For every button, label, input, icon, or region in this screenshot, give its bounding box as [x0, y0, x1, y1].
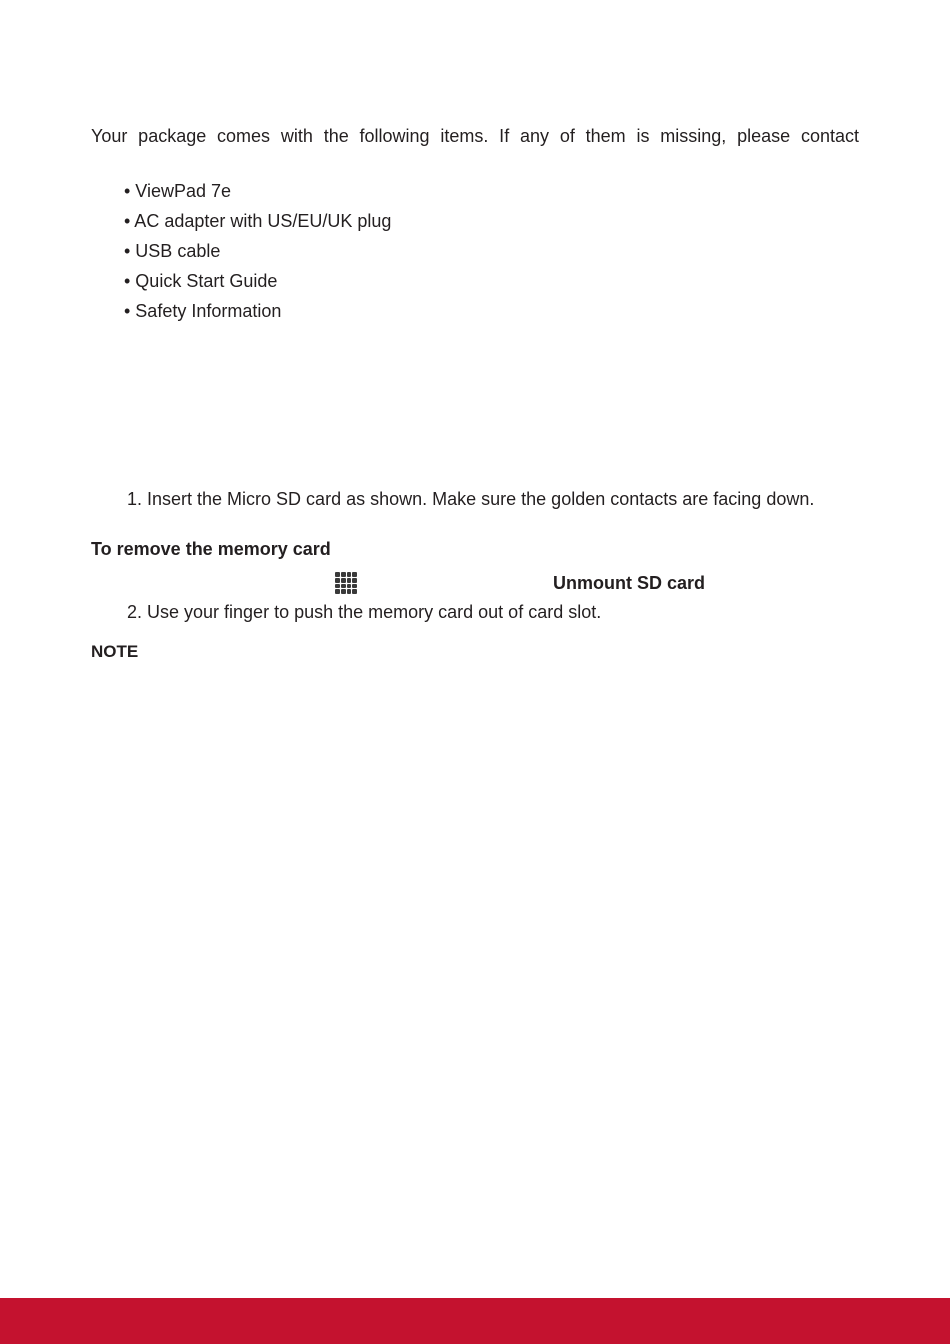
footer-bar	[0, 1298, 950, 1344]
remove-card-heading: To remove the memory card	[91, 539, 331, 559]
package-item-quick-start: • Quick Start Guide	[124, 271, 278, 291]
package-item-viewpad: • ViewPad 7e	[124, 181, 232, 201]
unmount-sd-card-label: Unmount SD card	[553, 573, 706, 593]
package-item-usb-cable: • USB cable	[124, 241, 221, 261]
intro-paragraph: Your package comes with the following items. If any of them is missing, please contact	[91, 126, 859, 146]
insert-card-step: 1. Insert the Micro SD card as shown. Make sure the golden contacts are facing down.	[127, 489, 815, 509]
note-label: NOTE	[91, 642, 139, 661]
package-item-safety: • Safety Information	[124, 301, 282, 321]
package-item-ac-adapter: • AC adapter with US/EU/UK plug	[124, 211, 392, 231]
app-grid-icon	[335, 572, 357, 594]
remove-card-step-2: 2. Use your finger to push the memory card out of card slot.	[127, 602, 602, 622]
